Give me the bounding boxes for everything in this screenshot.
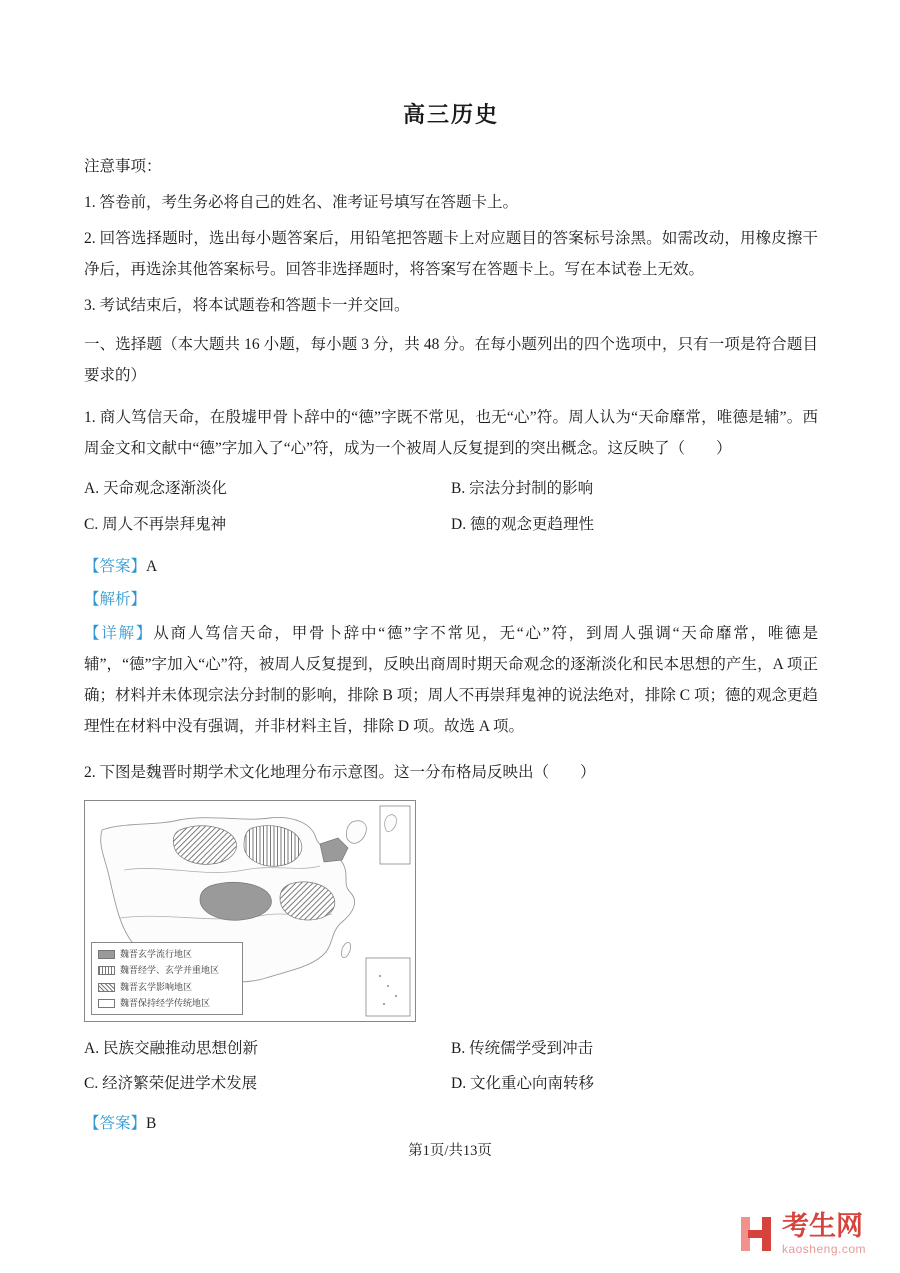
analysis-label: 【解析】 — [84, 590, 147, 608]
q1-option-b: B. 宗法分封制的影响 — [451, 480, 594, 497]
answer-label: 【答案】 — [84, 1115, 147, 1133]
legend-label-1: 魏晋玄学流行地区 — [120, 949, 193, 960]
answer-value: A — [146, 557, 158, 575]
q2-option-a: A. 民族交融推动思想创新 — [84, 1039, 258, 1057]
notice-item-3: 3. 考试结束后，将本试题卷和答题卡一并交回。 — [84, 297, 410, 314]
notice-item-2: 2. 回答选择题时，选出每小题答案后，用铅笔把答题卡上对应题目的答案标号涂黑。如需改动，用橡皮擦干净后，再选涂其他答案标号。回答非选择题时，将答案写在答题卡上。写在本试卷上无效。 — [84, 230, 818, 278]
legend-label-2: 魏晋经学、玄学并重地区 — [120, 965, 220, 976]
watermark-site-name: 考生网 — [781, 1211, 863, 1241]
question-2-options — [84, 1037, 818, 1098]
watermark-site-domain: kaosheng.com — [781, 1241, 866, 1256]
map-figure — [84, 800, 416, 1022]
kaosheng-watermark — [739, 1212, 866, 1256]
legend-swatch-vstripe-icon — [98, 966, 115, 975]
detail-text: 从商人笃信天命，甲骨卜辞中“德”字不常见，无“心”符，到周人强调“天命靡常，唯德是辅”，“德”字加入“心”符，被周人反复提到，反映出商周时期天命观念的逐渐淡化和民本思想的产生，A 项正确；材料并未体现宗法分封制的影响，排除 B 项；周人不再崇拜鬼神的说法绝对，排除 C 项；德的观念更趋理性在材料中没有强调，并非材料主旨，排除 D 项。故选 A 项。 — [84, 624, 818, 735]
q1-option-a: A. 天命观念逐渐淡化 — [84, 480, 227, 497]
answer-value: B — [146, 1115, 157, 1133]
legend-swatch-solid-icon — [98, 950, 115, 959]
notice-heading: 注意事项： — [84, 158, 162, 175]
question-2-answer-line — [84, 1108, 818, 1139]
page-number: 第1页/共13页 — [408, 1143, 492, 1160]
section-heading: 一、选择题（本大题共 16 小题，每小题 3 分，共 48 分。在每小题列出的四个选项中，只有一项是符合题目要求的） — [84, 336, 818, 384]
q1-option-d: D. 德的观念更趋理性 — [451, 515, 594, 533]
map-legend — [91, 942, 243, 1014]
question-2-stem: 2. 下图是魏晋时期学术文化地理分布示意图。这一分布格局反映出（ ） — [84, 763, 596, 781]
q1-option-c: C. 周人不再崇拜鬼神 — [84, 515, 227, 533]
notice-item-1: 1. 答卷前，考生务必将自己的姓名、准考证号填写在答题卡上。 — [84, 194, 519, 211]
question-1-answer-line — [84, 551, 818, 582]
legend-swatch-hatch-icon — [98, 983, 115, 992]
q2-option-d: D. 文化重心向南转移 — [451, 1075, 594, 1093]
legend-item-2 — [98, 964, 236, 977]
answer-label: 【答案】 — [84, 557, 147, 575]
legend-label-4: 魏晋保持经学传统地区 — [120, 997, 211, 1008]
question-1-stem: 1. 商人笃信天命，在殷墟甲骨卜辞中的“德”字既不常见，也无“心”符。周人认为“天命靡常，唯德是辅”。西周金文和文献中“德”字加入了“心”符，成为一个被周人反复提到的突出概念。这反映了（ ） — [84, 409, 818, 457]
legend-label-3: 魏晋玄学影响地区 — [120, 981, 193, 992]
legend-item-4 — [98, 997, 236, 1010]
q2-option-c: C. 经济繁荣促进学术发展 — [84, 1075, 258, 1093]
question-1-analysis-line — [84, 584, 818, 615]
question-1-detail — [84, 618, 818, 742]
legend-item-1 — [98, 948, 236, 961]
page-title: 高三历史 — [402, 102, 499, 127]
q2-option-b: B. 传统儒学受到冲击 — [451, 1039, 594, 1057]
legend-item-3 — [98, 981, 236, 994]
watermark-text — [782, 1212, 866, 1256]
kaosheng-logo-icon — [739, 1216, 773, 1252]
legend-swatch-white-icon — [98, 999, 115, 1008]
question-1-options — [84, 477, 818, 538]
detail-label: 【详解】 — [84, 624, 154, 642]
